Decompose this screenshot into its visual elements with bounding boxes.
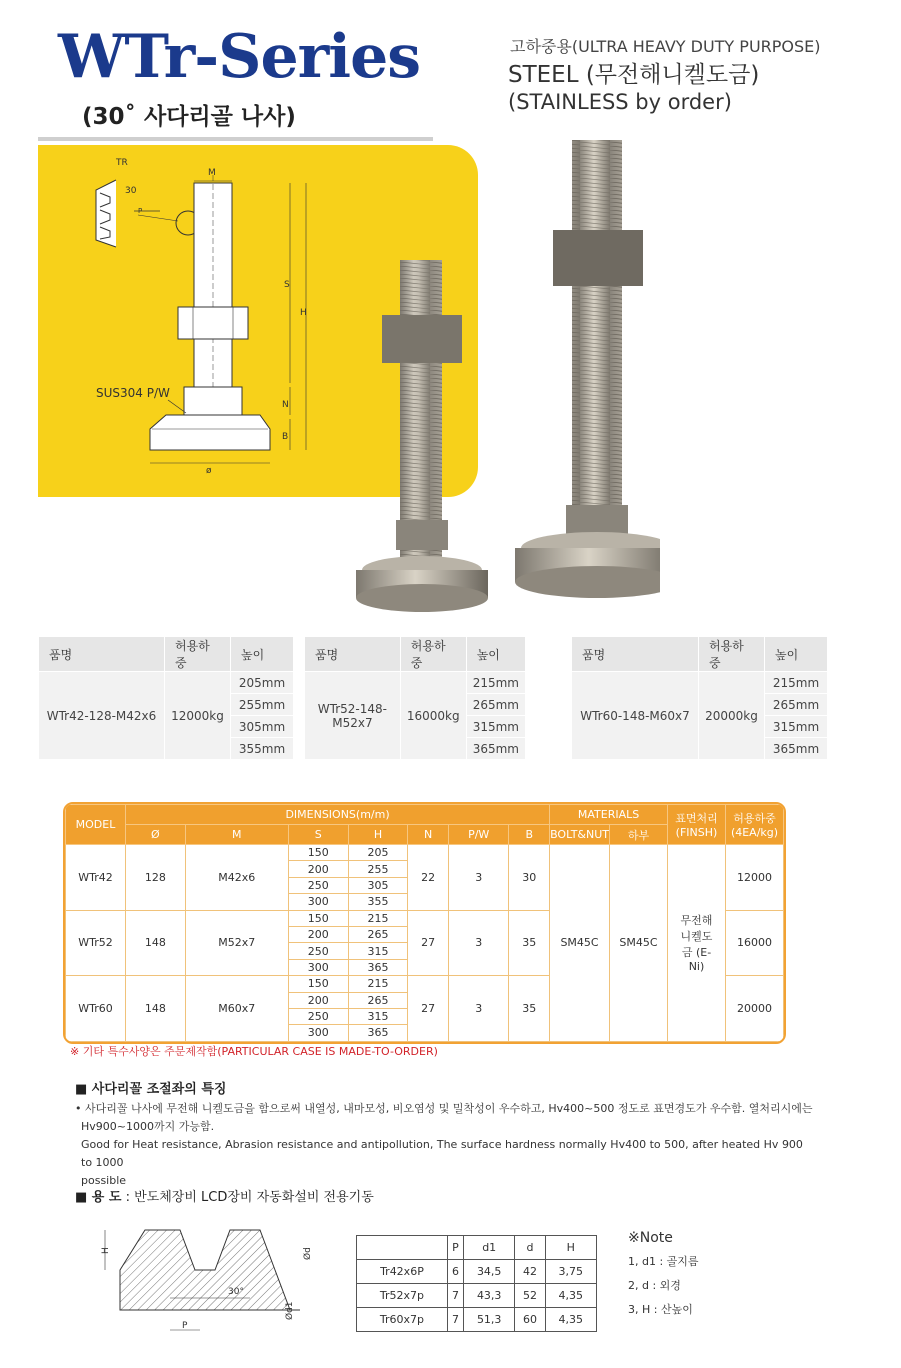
phi-label: ø — [206, 466, 212, 476]
thread-cell: 52 — [515, 1284, 545, 1308]
n-label: N — [282, 400, 289, 410]
cell-s: 300 — [288, 959, 348, 975]
cell-s: 200 — [288, 992, 348, 1008]
thread-cell: 4,35 — [545, 1308, 596, 1332]
cell-dia: 148 — [126, 976, 186, 1042]
features-heading: ■ 사다리꼴 조절좌의 특징 — [75, 1082, 227, 1097]
spec-header: 품명 — [39, 637, 165, 672]
cell-pw: 3 — [449, 976, 509, 1042]
spec-height: 355mm — [231, 738, 294, 760]
cell-s: 300 — [288, 1025, 348, 1041]
spec-height: 205mm — [231, 672, 294, 694]
thread-cell: 4,35 — [545, 1284, 596, 1308]
col-bolt: BOLT&NUT — [550, 825, 610, 845]
thread-cell: Tr42x6P — [357, 1260, 448, 1284]
thread-header — [357, 1236, 448, 1260]
features-ko: • 사다리꼴 나사에 무전해 니켈도금을 함으로써 내열성, 내마모성, 비오염성 및 밀착성이 우수하고, Hv400~500 정도로 표면경도가 우수함. 열처리시에는 — [75, 1102, 813, 1115]
h-label: H — [300, 308, 307, 318]
col-load: 허용하중 (4EA/kg) — [726, 805, 784, 845]
spec-table-wtr52 — [304, 636, 526, 760]
spec-name: WTr42-128-M42x6 — [39, 672, 165, 760]
cell-h: 305 — [348, 877, 408, 893]
features-ko-2: Hv900~1000까지 가능함. — [81, 1120, 215, 1133]
col-finish: 표면처리 (FINSH) — [668, 805, 726, 845]
thread-header: d1 — [464, 1236, 515, 1260]
thread-cell: 6 — [447, 1260, 463, 1284]
cell-s: 150 — [288, 910, 348, 926]
cell-pw: 3 — [449, 845, 509, 911]
spec-header: 높이 — [231, 637, 294, 672]
spec-height: 365mm — [765, 738, 828, 760]
col-m: M — [185, 825, 288, 845]
cell-model: WTr52 — [66, 910, 126, 976]
spec-load: 16000kg — [400, 672, 466, 760]
cell-s: 250 — [288, 877, 348, 893]
spec-table-wtr60 — [571, 636, 828, 760]
thread-header: P — [447, 1236, 463, 1260]
cell-s: 250 — [288, 1008, 348, 1024]
spec-load: 12000kg — [165, 672, 231, 760]
cell-n: 27 — [408, 910, 449, 976]
features-text — [75, 1100, 815, 1190]
usage-line — [75, 1186, 374, 1205]
cell-dia: 128 — [126, 845, 186, 911]
col-materials: MATERIALS — [550, 805, 668, 825]
angle-dim-label: 30° — [228, 1287, 244, 1297]
cell-dia: 148 — [126, 910, 186, 976]
spec-height: 305mm — [231, 716, 294, 738]
cell-s: 150 — [288, 976, 348, 992]
spec-header: 허용하중 — [400, 637, 466, 672]
spec-name: WTr52-148-M52x7 — [305, 672, 401, 760]
spec-header: 허용하중 — [699, 637, 765, 672]
cell-load: 16000 — [726, 910, 784, 976]
cell-h: 265 — [348, 926, 408, 942]
spec-header: 높이 — [466, 637, 525, 672]
series-title: WTr-Series — [58, 22, 421, 92]
thread-cell: 42 — [515, 1260, 545, 1284]
usage-text: : 반도체장비 LCD장비 자동화설비 전용기동 — [121, 1190, 374, 1205]
material-text: STEEL (무전해니켈도금) — [508, 62, 760, 88]
spec-height: 265mm — [765, 694, 828, 716]
cell-finish: 무전해 니켈도금 (E-Ni) — [668, 845, 726, 1042]
cell-h: 315 — [348, 1008, 408, 1024]
note-box — [628, 1226, 699, 1322]
spec-height: 315mm — [466, 716, 525, 738]
cell-n: 22 — [408, 845, 449, 911]
col-b: B — [509, 825, 550, 845]
spec-header: 품명 — [305, 637, 401, 672]
thread-profile-diagram — [100, 1220, 330, 1342]
col-lower: 하부 — [610, 825, 668, 845]
spec-height: 255mm — [231, 694, 294, 716]
table-row — [357, 1260, 597, 1284]
cell-h: 365 — [348, 959, 408, 975]
cell-lower: SM45C — [610, 845, 668, 1042]
table-row — [66, 845, 784, 861]
m-label: M — [208, 168, 216, 178]
cell-b: 30 — [509, 845, 550, 911]
thread-header: d — [515, 1236, 545, 1260]
tr-label: TR — [116, 158, 128, 168]
large-foot-photo — [515, 140, 660, 598]
spec-height: 215mm — [765, 672, 828, 694]
cell-pw: 3 — [449, 910, 509, 976]
spec-load: 20000kg — [699, 672, 765, 760]
spec-height: 365mm — [466, 738, 525, 760]
cell-h: 365 — [348, 1025, 408, 1041]
thread-cell: 34,5 — [464, 1260, 515, 1284]
cell-b: 35 — [509, 976, 550, 1042]
usage-label: ■ 용 도 — [75, 1190, 122, 1205]
cell-b: 35 — [509, 910, 550, 976]
spec-header: 품명 — [572, 637, 699, 672]
cell-s: 200 — [288, 926, 348, 942]
cell-h: 215 — [348, 910, 408, 926]
pw-label: SUS304 P/W — [96, 386, 170, 400]
spec-height: 215mm — [466, 672, 525, 694]
thread-cell: Tr60x7p — [357, 1308, 448, 1332]
cell-m: M60x7 — [185, 976, 288, 1042]
thread-cell: Tr52x7p — [357, 1284, 448, 1308]
cell-h: 265 — [348, 992, 408, 1008]
features-en: Good for Heat resistance, Abrasion resistance and antipollution, The surface hardness normally Hv400 to 500, after heated Hv 900 to 1000 — [81, 1138, 803, 1169]
cell-h: 355 — [348, 894, 408, 910]
angle-label: 30 — [125, 186, 137, 196]
note-item: 2, d : 외경 — [628, 1279, 681, 1292]
product-photos — [340, 130, 660, 630]
series-subtitle: (30˚ 사다리골 나사) — [82, 104, 296, 130]
od1-dim-label: Ød1 — [285, 1301, 295, 1320]
thread-cell: 3,75 — [545, 1260, 596, 1284]
cell-h: 315 — [348, 943, 408, 959]
cell-h: 255 — [348, 861, 408, 877]
col-n: N — [408, 825, 449, 845]
thread-header: H — [545, 1236, 596, 1260]
table-row — [357, 1308, 597, 1332]
purpose-text: 고하중용(ULTRA HEAVY DUTY PURPOSE) — [510, 37, 821, 56]
cell-load: 12000 — [726, 845, 784, 911]
small-foot-photo — [356, 260, 488, 612]
thread-cell: 60 — [515, 1308, 545, 1332]
thread-cell: 51,3 — [464, 1308, 515, 1332]
col-h: H — [348, 825, 408, 845]
spec-height: 265mm — [466, 694, 525, 716]
spec-height: 315mm — [765, 716, 828, 738]
col-dia: Ø — [126, 825, 186, 845]
col-pw: P/W — [449, 825, 509, 845]
stainless-text: (STAINLESS by order) — [508, 90, 732, 114]
col-model: MODEL — [66, 805, 126, 845]
features-en-2: possible — [81, 1174, 127, 1187]
thread-cell: 43,3 — [464, 1284, 515, 1308]
cell-m: M42x6 — [185, 845, 288, 911]
b-label: B — [282, 432, 289, 442]
cell-h: 215 — [348, 976, 408, 992]
col-dimensions: DIMENSIONS(m/m) — [126, 805, 550, 825]
cell-s: 150 — [288, 845, 348, 861]
cell-h: 205 — [348, 845, 408, 861]
cell-s: 250 — [288, 943, 348, 959]
note-title: ※Note — [628, 1230, 673, 1246]
cell-model: WTr42 — [66, 845, 126, 911]
p-dim-label: P — [182, 1321, 188, 1331]
cell-load: 20000 — [726, 976, 784, 1042]
thread-cell: 7 — [447, 1308, 463, 1332]
cell-s: 300 — [288, 894, 348, 910]
thread-table — [356, 1235, 597, 1332]
dimensions-table — [63, 802, 786, 1044]
spec-header: 높이 — [765, 637, 828, 672]
col-s: S — [288, 825, 348, 845]
spec-table-wtr42 — [38, 636, 294, 760]
spec-header: 허용하중 — [165, 637, 231, 672]
note-item: 1, d1 : 골지름 — [628, 1255, 699, 1268]
spec-name: WTr60-148-M60x7 — [572, 672, 699, 760]
cell-s: 200 — [288, 861, 348, 877]
table-row — [357, 1284, 597, 1308]
made-to-order-note: ※ 기타 특수사양은 주문제작함(PARTICULAR CASE IS MADE-TO-ORDER) — [70, 1045, 438, 1058]
s-label: S — [284, 280, 290, 290]
cell-m: M52x7 — [185, 910, 288, 976]
od-dim-label: Ød — [303, 1247, 313, 1260]
p-label: P — [138, 207, 143, 215]
cell-n: 27 — [408, 976, 449, 1042]
thread-cell: 7 — [447, 1284, 463, 1308]
cell-model: WTr60 — [66, 976, 126, 1042]
h-dim-label: H — [101, 1247, 111, 1254]
note-item: 3, H : 산높이 — [628, 1303, 693, 1316]
cell-bolt: SM45C — [550, 845, 610, 1042]
